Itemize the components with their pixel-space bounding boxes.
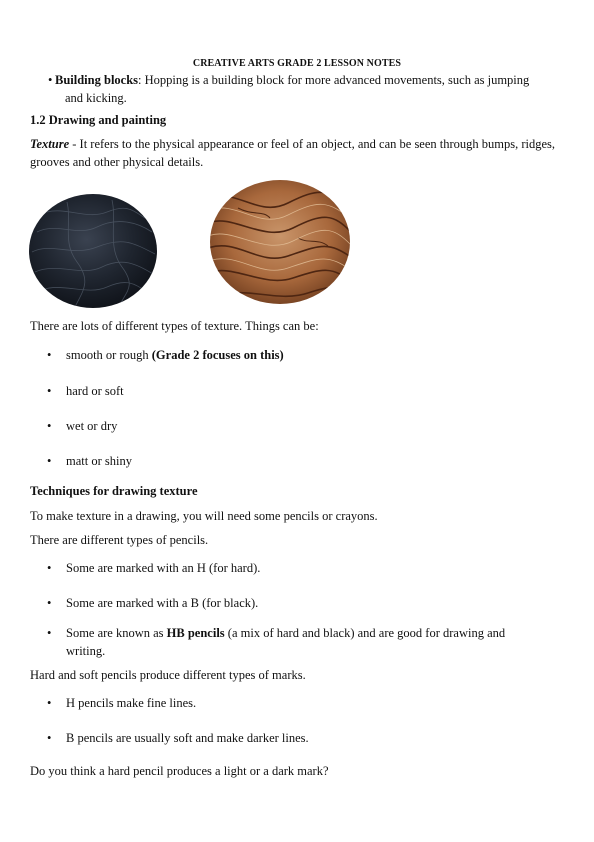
texture-definition-text: - It refers to the physical appearance or feel of an object, and can be seen through bumps, ridges, grooves and other physical details. — [30, 137, 556, 169]
texture-intro: There are lots of different types of texture. Things can be: — [30, 319, 319, 333]
techniques-title: Techniques for drawing texture — [30, 484, 198, 498]
bullet: • — [47, 731, 52, 745]
marks-intro: Hard and soft pencils produce different types of marks. — [30, 668, 306, 682]
building-blocks-term: Building blocks — [55, 73, 139, 87]
building-blocks-text-cont: and kicking. — [65, 91, 127, 105]
fur-texture-image — [27, 192, 159, 310]
bullet: • — [47, 561, 52, 575]
question: Do you think a hard pencil produces a light or a dark mark? — [30, 764, 329, 778]
texture-definition — [30, 135, 565, 171]
section-title: 1.2 Drawing and painting — [30, 113, 167, 127]
bullet: • — [47, 696, 52, 710]
techniques-paragraph: There are different types of pencils. — [30, 533, 209, 547]
techniques-paragraph: To make texture in a drawing, you will need some pencils or crayons. — [30, 509, 378, 523]
bullet: • — [47, 454, 52, 468]
bullet: • — [47, 348, 52, 362]
bullet: • — [47, 596, 52, 610]
bullet: • — [47, 419, 52, 433]
texture-term: Texture — [30, 137, 70, 151]
building-blocks-text: : Hopping is a building block for more advanced movements, such as jumping — [138, 73, 530, 87]
building-blocks-item — [48, 71, 563, 107]
document-page: CREATIVE ARTS GRADE 2 LESSON NOTES • Building blocks: Hopping is a building block for more advanced movements, such as jumping and kicking. 1.2 Drawing and painting Texture - It refers to the physical appearance or feel of an object, and can be seen through bumps, ridges, grooves and other physical details. There are lots of different types of texture. Things can be: • smooth or rough (Grade 2 focuses on this) • hard or soft • wet or dry • matt or shiny Techniques for drawing texture To make texture in a drawing, you will need some pencils or crayons. There are different types of pencils. • Some are marked with an H (for hard). • Some are marked with a B (for black). • Some are known as HB pencils (a mix of hard and black) and are good for drawing and writing. Hard and soft pencils produce different types of marks. • H pencils make fine lines. • B pencils are usually soft and make darker lines. Do you think a hard pencil produces a light or a dark mark? — [0, 0, 594, 842]
bullet: • — [47, 384, 52, 398]
wood-texture-image — [208, 178, 352, 308]
bullet: • — [48, 73, 53, 87]
page-header: CREATIVE ARTS GRADE 2 LESSON NOTES — [192, 58, 402, 69]
hb-pencils-term: HB pencils — [166, 626, 225, 640]
bullet: • — [47, 626, 52, 640]
